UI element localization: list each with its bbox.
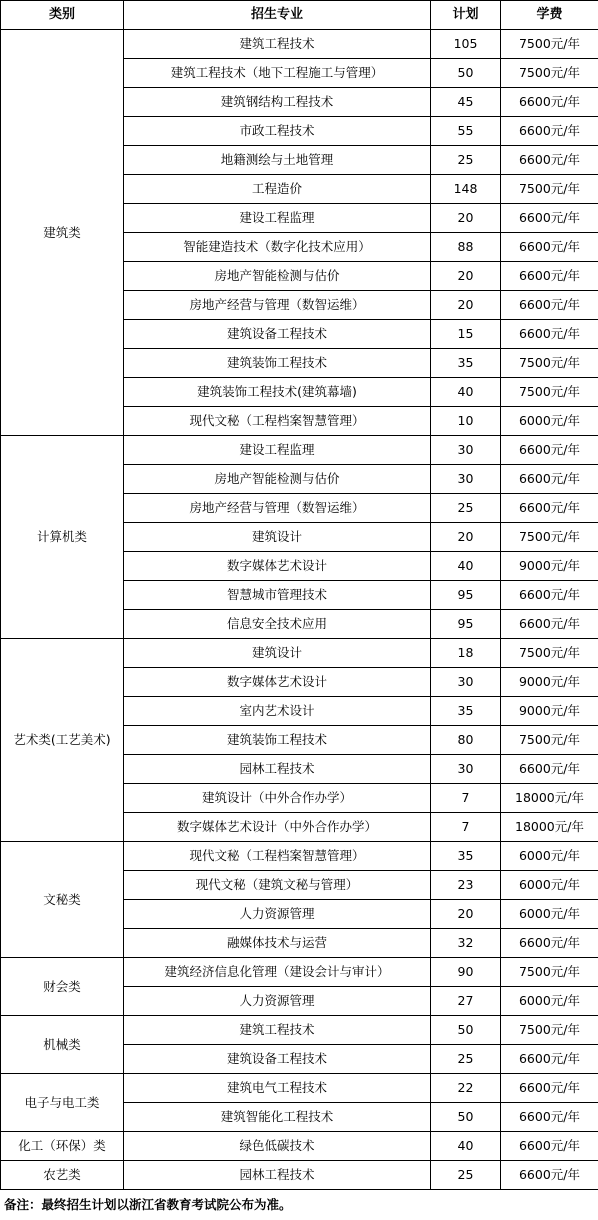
major-cell: 智慧城市管理技术	[124, 581, 431, 610]
major-cell: 工程造价	[124, 175, 431, 204]
plan-cell: 148	[431, 175, 501, 204]
plan-cell: 7	[431, 813, 501, 842]
fee-cell: 6600元/年	[501, 581, 598, 610]
plan-cell: 18	[431, 639, 501, 668]
category-cell: 计算机类	[1, 436, 124, 639]
fee-cell: 6600元/年	[501, 929, 598, 958]
major-cell: 现代文秘（工程档案智慧管理）	[124, 407, 431, 436]
major-cell: 园林工程技术	[124, 1161, 431, 1190]
table-body	[1, 30, 598, 1190]
major-cell: 室内艺术设计	[124, 697, 431, 726]
major-cell: 绿色低碳技术	[124, 1132, 431, 1161]
fee-cell: 7500元/年	[501, 175, 598, 204]
fee-cell: 7500元/年	[501, 378, 598, 407]
major-cell: 房地产经营与管理（数智运维）	[124, 494, 431, 523]
major-cell: 房地产智能检测与估价	[124, 465, 431, 494]
major-cell: 数字媒体艺术设计	[124, 668, 431, 697]
major-cell: 建筑设备工程技术	[124, 320, 431, 349]
fee-cell: 6600元/年	[501, 117, 598, 146]
plan-cell: 35	[431, 842, 501, 871]
major-cell: 现代文秘（建筑文秘与管理）	[124, 871, 431, 900]
fee-cell: 6600元/年	[501, 88, 598, 117]
fee-cell: 9000元/年	[501, 668, 598, 697]
plan-cell: 27	[431, 987, 501, 1016]
fee-cell: 6000元/年	[501, 871, 598, 900]
fee-cell: 6000元/年	[501, 842, 598, 871]
fee-cell: 7500元/年	[501, 639, 598, 668]
plan-cell: 25	[431, 1045, 501, 1074]
major-cell: 建筑设计（中外合作办学）	[124, 784, 431, 813]
major-cell: 建筑装饰工程技术	[124, 349, 431, 378]
major-cell: 融媒体技术与运营	[124, 929, 431, 958]
table-row	[1, 842, 598, 871]
fee-cell: 6600元/年	[501, 494, 598, 523]
major-cell: 房地产经营与管理（数智运维）	[124, 291, 431, 320]
plan-cell: 20	[431, 204, 501, 233]
header-fee: 学费	[501, 1, 598, 30]
plan-cell: 25	[431, 146, 501, 175]
category-cell: 机械类	[1, 1016, 124, 1074]
plan-cell: 80	[431, 726, 501, 755]
plan-cell: 50	[431, 59, 501, 88]
major-cell: 建筑设计	[124, 639, 431, 668]
plan-cell: 15	[431, 320, 501, 349]
fee-cell: 6600元/年	[501, 262, 598, 291]
major-cell: 园林工程技术	[124, 755, 431, 784]
category-cell: 农艺类	[1, 1161, 124, 1190]
category-cell: 财会类	[1, 958, 124, 1016]
plan-cell: 50	[431, 1103, 501, 1132]
major-cell: 建筑装饰工程技术(建筑幕墙)	[124, 378, 431, 407]
fee-cell: 7500元/年	[501, 349, 598, 378]
plan-cell: 90	[431, 958, 501, 987]
plan-cell: 10	[431, 407, 501, 436]
fee-cell: 18000元/年	[501, 813, 598, 842]
plan-cell: 7	[431, 784, 501, 813]
table-row	[1, 958, 598, 987]
fee-cell: 6600元/年	[501, 436, 598, 465]
fee-cell: 7500元/年	[501, 958, 598, 987]
fee-cell: 6600元/年	[501, 233, 598, 262]
category-cell: 艺术类(工艺美术)	[1, 639, 124, 842]
header-row	[1, 1, 598, 30]
plan-cell: 25	[431, 1161, 501, 1190]
plan-cell: 55	[431, 117, 501, 146]
major-cell: 智能建造技术（数字化技术应用）	[124, 233, 431, 262]
fee-cell: 6600元/年	[501, 1132, 598, 1161]
fee-cell: 6000元/年	[501, 407, 598, 436]
plan-cell: 20	[431, 291, 501, 320]
plan-cell: 20	[431, 523, 501, 552]
major-cell: 建筑智能化工程技术	[124, 1103, 431, 1132]
major-cell: 建设工程监理	[124, 436, 431, 465]
table-row	[1, 639, 598, 668]
major-cell: 数字媒体艺术设计	[124, 552, 431, 581]
fee-cell: 6600元/年	[501, 610, 598, 639]
major-cell: 数字媒体艺术设计（中外合作办学）	[124, 813, 431, 842]
fee-cell: 6600元/年	[501, 755, 598, 784]
plan-cell: 105	[431, 30, 501, 59]
fee-cell: 9000元/年	[501, 552, 598, 581]
fee-cell: 7500元/年	[501, 59, 598, 88]
plan-cell: 95	[431, 581, 501, 610]
fee-cell: 18000元/年	[501, 784, 598, 813]
fee-cell: 7500元/年	[501, 523, 598, 552]
major-cell: 地籍测绘与土地管理	[124, 146, 431, 175]
plan-cell: 45	[431, 88, 501, 117]
plan-cell: 30	[431, 436, 501, 465]
major-cell: 建筑钢结构工程技术	[124, 88, 431, 117]
plan-cell: 25	[431, 494, 501, 523]
table-row	[1, 436, 598, 465]
major-cell: 建筑经济信息化管理（建设会计与审计）	[124, 958, 431, 987]
fee-cell: 6600元/年	[501, 204, 598, 233]
fee-cell: 6600元/年	[501, 1045, 598, 1074]
category-cell: 电子与电工类	[1, 1074, 124, 1132]
major-cell: 建设工程监理	[124, 204, 431, 233]
major-cell: 建筑工程技术（地下工程施工与管理）	[124, 59, 431, 88]
plan-cell: 32	[431, 929, 501, 958]
plan-cell: 30	[431, 465, 501, 494]
table-row	[1, 1016, 598, 1045]
table-row	[1, 1161, 598, 1190]
fee-cell: 7500元/年	[501, 726, 598, 755]
major-cell: 信息安全技术应用	[124, 610, 431, 639]
major-cell: 现代文秘（工程档案智慧管理）	[124, 842, 431, 871]
major-cell: 建筑设计	[124, 523, 431, 552]
header-plan: 计划	[431, 1, 501, 30]
plan-cell: 23	[431, 871, 501, 900]
major-cell: 人力资源管理	[124, 900, 431, 929]
fee-cell: 7500元/年	[501, 30, 598, 59]
plan-cell: 40	[431, 1132, 501, 1161]
fee-cell: 6600元/年	[501, 465, 598, 494]
fee-cell: 6600元/年	[501, 1074, 598, 1103]
table-row	[1, 1132, 598, 1161]
major-cell: 建筑工程技术	[124, 1016, 431, 1045]
major-cell: 房地产智能检测与估价	[124, 262, 431, 291]
plan-cell: 35	[431, 697, 501, 726]
table-row	[1, 1074, 598, 1103]
fee-cell: 6600元/年	[501, 1161, 598, 1190]
major-cell: 建筑设备工程技术	[124, 1045, 431, 1074]
fee-cell: 6600元/年	[501, 291, 598, 320]
major-cell: 建筑装饰工程技术	[124, 726, 431, 755]
fee-cell: 6000元/年	[501, 900, 598, 929]
major-cell: 市政工程技术	[124, 117, 431, 146]
plan-cell: 20	[431, 262, 501, 291]
fee-cell: 6600元/年	[501, 320, 598, 349]
plan-cell: 20	[431, 900, 501, 929]
plan-cell: 40	[431, 552, 501, 581]
plan-cell: 40	[431, 378, 501, 407]
fee-cell: 9000元/年	[501, 697, 598, 726]
plan-cell: 30	[431, 755, 501, 784]
major-cell: 人力资源管理	[124, 987, 431, 1016]
plan-cell: 88	[431, 233, 501, 262]
header-major: 招生专业	[124, 1, 431, 30]
fee-cell: 7500元/年	[501, 1016, 598, 1045]
plan-cell: 30	[431, 668, 501, 697]
plan-cell: 22	[431, 1074, 501, 1103]
major-cell: 建筑电气工程技术	[124, 1074, 431, 1103]
plan-cell: 35	[431, 349, 501, 378]
fee-cell: 6600元/年	[501, 1103, 598, 1132]
category-cell: 建筑类	[1, 30, 124, 436]
table-row	[1, 30, 598, 59]
major-cell: 建筑工程技术	[124, 30, 431, 59]
footnote: 备注：最终招生计划以浙江省教育考试院公布为准。	[4, 1197, 292, 1212]
category-cell: 文秘类	[1, 842, 124, 958]
header-category: 类别	[1, 1, 124, 30]
plan-cell: 50	[431, 1016, 501, 1045]
fee-cell: 6600元/年	[501, 146, 598, 175]
category-cell: 化工（环保）类	[1, 1132, 124, 1161]
fee-cell: 6000元/年	[501, 987, 598, 1016]
plan-cell: 95	[431, 610, 501, 639]
